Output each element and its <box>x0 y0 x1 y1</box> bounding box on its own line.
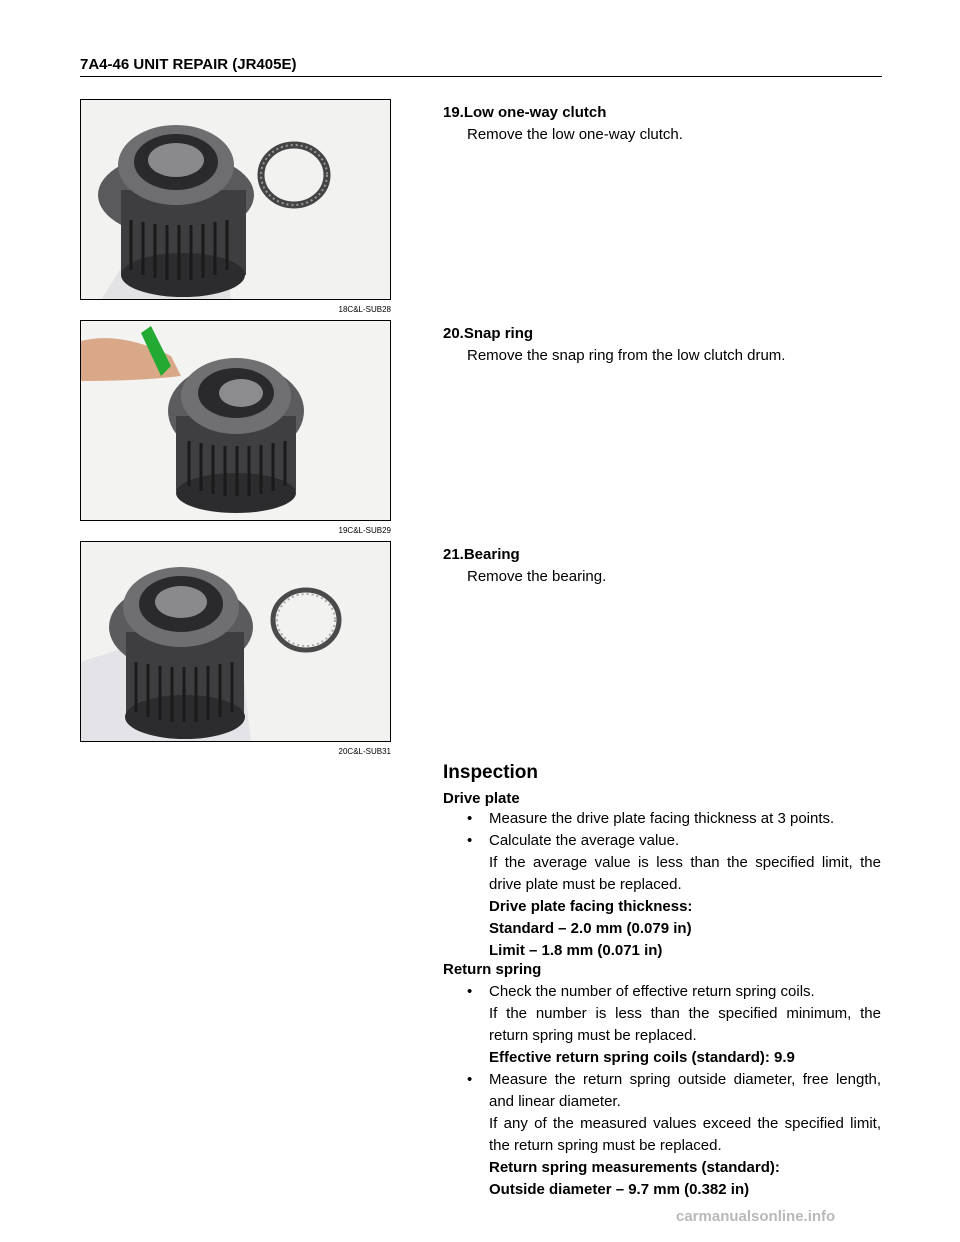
list-item: Measure the drive plate facing thickness at 3 points. <box>489 810 835 827</box>
figure-caption: 19C&L-SUB29 <box>338 526 391 535</box>
subheading-return-spring: Return spring <box>443 961 542 978</box>
paragraph-line: If the number is less than the specified minimum, the <box>489 1005 881 1022</box>
step-title: 20.Snap ring <box>443 325 534 342</box>
paragraph-line: return spring must be replaced. <box>489 1027 697 1044</box>
paragraph-line: If any of the measured values exceed the specified limit, <box>489 1115 881 1132</box>
spec-title: Return spring measurements (standard): <box>489 1159 780 1176</box>
watermark[interactable]: carmanualsonline.info <box>676 1208 836 1225</box>
spec-coils: Effective return spring coils (standard): 9.9 <box>489 1049 795 1066</box>
section-heading-inspection: Inspection <box>443 762 539 783</box>
paragraph-line: the return spring must be replaced. <box>489 1137 722 1154</box>
list-item: Check the number of effective return spring coils. <box>489 983 815 1000</box>
bullet-icon: • <box>467 983 473 1000</box>
bullet-icon: • <box>467 1071 473 1088</box>
header-rule <box>80 76 882 77</box>
list-item: Calculate the average value. <box>489 832 680 849</box>
photo-low-one-way-clutch <box>80 99 391 300</box>
figure-caption: 20C&L-SUB31 <box>338 747 391 756</box>
photo-bearing <box>80 541 391 742</box>
bullet-icon: • <box>467 810 473 827</box>
bullet-icon: • <box>467 832 473 849</box>
step-text: Remove the low one-way clutch. <box>467 126 683 143</box>
spec-limit: Limit – 1.8 mm (0.071 in) <box>489 942 663 959</box>
step-title: 19.Low one-way clutch <box>443 104 607 121</box>
paragraph-line: If the average value is less than the specified limit, the <box>489 854 881 871</box>
list-item-continued: and linear diameter. <box>489 1093 621 1110</box>
figure-caption: 18C&L-SUB28 <box>338 305 391 314</box>
step-title: 21.Bearing <box>443 546 520 563</box>
step-text: Remove the bearing. <box>467 568 607 585</box>
photo-snap-ring <box>80 320 391 521</box>
spec-title: Drive plate facing thickness: <box>489 898 693 915</box>
list-item: Measure the return spring outside diameter, free length, <box>489 1071 881 1088</box>
subheading-drive-plate: Drive plate <box>443 790 520 807</box>
paragraph-line: drive plate must be replaced. <box>489 876 682 893</box>
page-header: 7A4-46 UNIT REPAIR (JR405E) <box>80 56 297 73</box>
spec-outside-diameter: Outside diameter – 9.7 mm (0.382 in) <box>489 1181 750 1198</box>
step-text: Remove the snap ring from the low clutch drum. <box>467 347 786 364</box>
spec-standard: Standard – 2.0 mm (0.079 in) <box>489 920 692 937</box>
